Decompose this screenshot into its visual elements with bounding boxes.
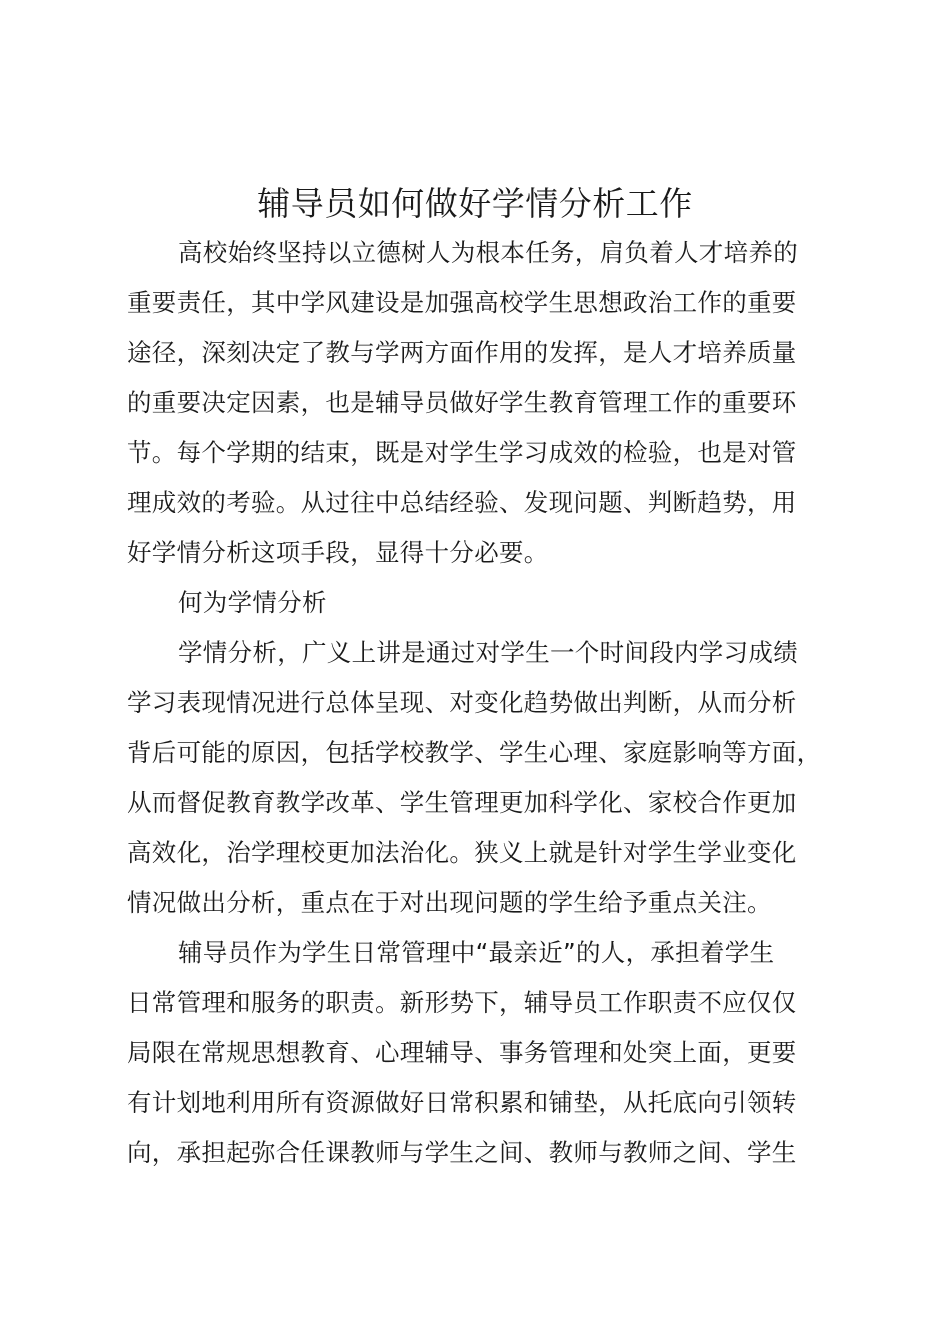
document-title: 辅导员如何做好学情分析工作 — [257, 184, 693, 223]
paragraph-2-line-4: 从而督促教育教学改革、学生管理更加科学化、家校合作更加 — [127, 788, 797, 817]
paragraph-1-line-5: 节。每个学期的结束，既是对学生学习成效的检验，也是对管 — [127, 438, 797, 467]
paragraph-1-line-1: 高校始终坚持以立德树人为根本任务，肩负着人才培养的 — [178, 238, 798, 267]
paragraph-2-line-2: 学习表现情况进行总体呈现、对变化趋势做出判断，从而分析 — [127, 688, 797, 717]
paragraph-2-line-3: 背后可能的原因，包括学校教学、学生心理、家庭影响等方面， — [127, 738, 822, 767]
paragraph-3-line-4: 有计划地利用所有资源做好日常积累和铺垫，从托底向引领转 — [127, 1088, 797, 1117]
paragraph-1-line-2: 重要责任，其中学风建设是加强高校学生思想政治工作的重要 — [127, 288, 797, 317]
paragraph-1-line-3: 途径，深刻决定了教与学两方面作用的发挥，是人才培养质量 — [127, 338, 797, 367]
document-body — [127, 228, 847, 1178]
paragraph-2-line-1: 学情分析，广义上讲是通过对学生一个时间段内学习成绩 — [178, 638, 798, 667]
section-heading: 何为学情分析 — [178, 588, 327, 617]
paragraph-1-line-6: 理成效的考验。从过往中总结经验、发现问题、判断趋势，用 — [127, 488, 797, 517]
paragraph-3-line-1: 辅导员作为学生日常管理中“最亲近”的人，承担着学生 — [178, 938, 775, 967]
paragraph-3-line-2: 日常管理和服务的职责。新形势下，辅导员工作职责不应仅仅 — [127, 988, 797, 1017]
paragraph-2-line-5: 高效化，治学理校更加法治化。狭义上就是针对学生学业变化 — [127, 838, 797, 867]
paragraph-3-line-5: 向，承担起弥合任课教师与学生之间、教师与教师之间、学生 — [127, 1138, 797, 1167]
paragraph-2-line-6: 情况做出分析，重点在于对出现问题的学生给予重点关注。 — [127, 888, 772, 917]
paragraph-3-line-3: 局限在常规思想教育、心理辅导、事务管理和处突上面，更要 — [127, 1038, 797, 1067]
paragraph-1-line-7: 好学情分析这项手段，显得十分必要。 — [127, 538, 549, 567]
paragraph-1-line-4: 的重要决定因素，也是辅导员做好学生教育管理工作的重要环 — [127, 388, 797, 417]
